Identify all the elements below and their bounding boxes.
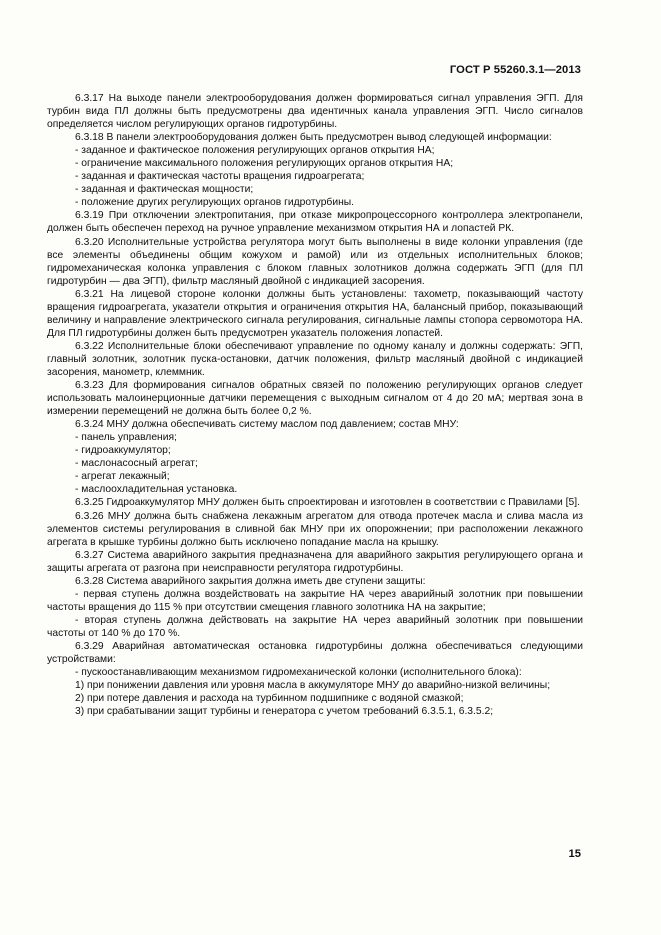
list-item: - гидроаккумулятор; <box>75 445 171 457</box>
numbered-item: 2) при потере давления и расхода на турбинном подшипнике с водяной смазкой; <box>75 693 464 705</box>
clause-6-3-22: 6.3.22 Исполнительные блоки обеспечивают управление по одному каналу и должны содержать: ЭГП, главный золотник, золотник пуска-остановки, датчик положения, фильтр масляный двойной с индикацией засорения, манометр, клеммник. <box>47 340 583 378</box>
clause-6-3-17: 6.3.17 На выходе панели электрооборудования должен формироваться сигнал управления ЭГП. Для турбин вида ПЛ должны быть предусмотрены два идентичных канала управления ЭГП. Число сигналов определяется числом регулирующих органов гидротурбины. <box>47 93 583 131</box>
clause-6-3-24: 6.3.24 МНУ должна обеспечивать систему маслом под давлением; состав МНУ: <box>75 419 459 431</box>
list-item: - первая ступень должна воздействовать на закрытие НА через аварийный золотник при повышении частоты вращения до 115 % при отсутствии смещения главного золотника НА на закрытие; <box>47 588 583 613</box>
numbered-item: 1) при понижении давления или уровня масла в аккумуляторе МНУ до аварийно-низкой величины; <box>75 680 551 692</box>
clause-6-3-29: 6.3.29 Аварийная автоматическая остановка гидротурбины должна обеспечиваться следующими устройствами: <box>47 640 583 666</box>
list-item: - маслонасосный агрегат; <box>75 458 198 470</box>
clause-6-3-25: 6.3.25 Гидроаккумулятор МНУ должен быть спроектирован и изготовлен в соответствии с Правилами [5]. <box>75 497 580 509</box>
list-item: - ограничение максимального положения регулирующих органов открытия НА; <box>75 158 454 170</box>
list-item: - маслоохладительная установка. <box>75 484 238 496</box>
clause-6-3-23: 6.3.23 Для формирования сигналов обратных связей по положению регулирующих органов следует использовать малоинерционные датчики перемещения с выходным сигналом от 4 до 20 мА; мертвая зона в измерении перемещений не должна быть более 0,2 %. <box>47 380 583 418</box>
page-number: 15 <box>568 848 581 860</box>
list-item: - панель управления; <box>75 432 177 444</box>
clause-6-3-27: 6.3.27 Система аварийного закрытия предназначена для аварийного закрытия регулирующего органа и защиты агрегата от разгона при неисправности регулятора гидротурбины. <box>47 549 583 574</box>
list-item: - заданное и фактическое положения регулирующих органов открытия НА; <box>75 145 435 157</box>
clause-6-3-21: 6.3.21 На лицевой стороне колонки должны быть установлены: тахометр, показывающий частоту вращения гидроагрегата, указатели открытия и ограничения открытия НА, балансный прибор, показывающий величину и направление электрического сигнала регулирования, сигнальные лампы стопора сервомотора НА. Для ПЛ гидротурбины должен быть предусмотрен указатель положения лопастей. <box>47 288 583 339</box>
list-item: - пускоостанавливающим механизмом гидромеханической колонки (исполнительного блока): <box>75 667 522 679</box>
list-item: - вторая ступень должна действовать на закрытие НА через аварийный золотник при повышении частоты от 140 % до 170 %. <box>47 614 583 639</box>
clause-6-3-20: 6.3.20 Исполнительные устройства регулятора могут быть выполнены в виде колонки управления (где все элементы объединены общим кожухом и рамой) или из отдельных исполнительных блоков; гидромеханическая колонка управления с блоком главных золотников должна содержать ЭГП (для ПЛ гидротурбин — два ЭГП), фильтр масляный двойной с индикацией засорения. <box>47 236 583 287</box>
clause-6-3-19: 6.3.19 При отключении электропитания, при отказе микропроцессорного контроллера электропанели, должен быть обеспечен переход на ручное управление механизмом открытия НА и лопастей РК. <box>47 210 583 235</box>
list-item: - заданная и фактическая мощности; <box>75 184 254 196</box>
document-body <box>47 92 583 718</box>
clause-6-3-28: 6.3.28 Система аварийного закрытия должна иметь две ступени защиты: <box>75 575 426 587</box>
document-code: ГОСТ Р 55260.3.1—2013 <box>449 64 581 76</box>
numbered-item: 3) при срабатывании защит турбины и генератора с учетом требований 6.3.5.1, 6.3.5.2; <box>75 706 494 718</box>
list-item: - агрегат лекажный; <box>75 471 170 483</box>
list-item: - положение других регулирующих органов гидротурбины. <box>75 197 355 209</box>
clause-6-3-18: 6.3.18 В панели электрооборудования должен быть предусмотрен вывод следующей информации: <box>75 132 552 144</box>
list-item: - заданная и фактическая частоты вращения гидроагрегата; <box>75 171 365 183</box>
clause-6-3-26: 6.3.26 МНУ должна быть снабжена лекажным агрегатом для отвода протечек масла и слива масла из элементов системы регулирования в сливной бак МНУ при их опорожнении; при расположении лекажного агрегата в крышке турбины должно быть исключено попадание масла на крышку. <box>47 510 583 548</box>
